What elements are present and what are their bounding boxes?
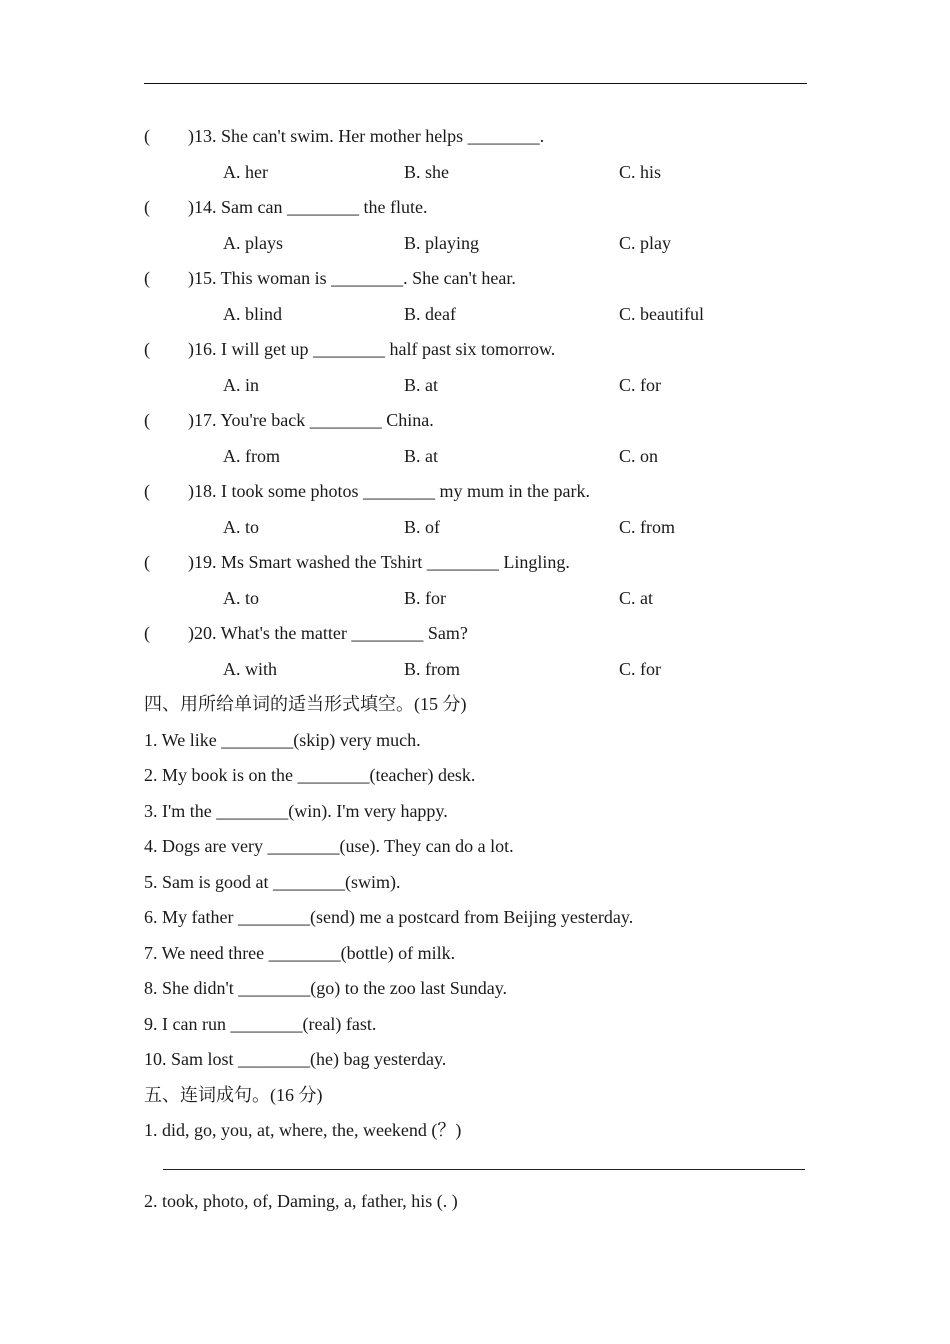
question-text: )13. She can't swim. Her mother helps ________. <box>188 126 545 146</box>
fill-blank-item: 6. My father ________(send) me a postcard from Beijing yesterday. <box>144 907 634 927</box>
fill-blank-item: 10. Sam lost ________(he) bag yesterday. <box>144 1049 447 1069</box>
fill-blank-item: 5. Sam is good at ________(swim). <box>144 871 401 892</box>
option-a: A. plays <box>223 232 283 253</box>
option-a: A. to <box>223 516 259 537</box>
options-16 <box>144 368 814 404</box>
question-text: )19. Ms Smart washed the Tshirt ________ Lingling. <box>188 552 570 572</box>
question-13 <box>144 119 814 155</box>
question-20 <box>144 616 814 652</box>
fill-blank-item: 4. Dogs are very ________(use). They can do a lot. <box>144 836 514 856</box>
header-rule <box>144 83 807 84</box>
sentence-item: 2. took, photo, of, Daming, a, father, his (. ) <box>144 1191 458 1211</box>
answer-bracket[interactable]: ( <box>144 481 150 501</box>
option-c: C. beautiful <box>619 303 704 324</box>
question-17 <box>144 403 814 439</box>
options-17 <box>144 439 814 475</box>
question-16 <box>144 332 814 368</box>
question-text: )20. What's the matter ________ Sam? <box>188 623 468 643</box>
answer-bracket[interactable]: ( <box>144 126 150 146</box>
section-4-heading: 四、用所给单词的适当形式填空。(15 分) <box>144 694 467 714</box>
option-c: C. play <box>619 232 671 253</box>
sentence-item: 1. did, go, you, at, where, the, weekend (？) <box>144 1120 462 1140</box>
option-c: C. his <box>619 161 662 182</box>
question-18 <box>144 474 814 510</box>
fill-blank-item: 9. I can run ________(real) fast. <box>144 1013 377 1034</box>
fill-blank-item: 8. She didn't ________(go) to the zoo last Sunday. <box>144 978 508 998</box>
option-b: B. at <box>404 445 438 466</box>
option-c: C. for <box>619 374 661 395</box>
option-b: B. at <box>404 374 438 395</box>
answer-bracket[interactable]: ( <box>144 410 150 430</box>
option-b: B. from <box>404 658 460 679</box>
answer-bracket[interactable]: ( <box>144 623 150 643</box>
option-a: A. in <box>223 374 259 395</box>
options-18 <box>144 510 814 546</box>
option-b: B. she <box>404 161 449 182</box>
option-b: B. playing <box>404 232 479 253</box>
answer-bracket[interactable]: ( <box>144 339 150 359</box>
option-a: A. her <box>223 161 268 182</box>
option-a: A. blind <box>223 303 283 324</box>
options-19 <box>144 581 814 617</box>
fill-blank-item: 7. We need three ________(bottle) of milk. <box>144 942 456 963</box>
answer-writing-line[interactable] <box>144 1149 814 1185</box>
question-14 <box>144 190 814 226</box>
fill-blank-item: 3. I'm the ________(win). I'm very happy. <box>144 800 448 821</box>
option-b: B. for <box>404 587 446 608</box>
options-20 <box>144 652 814 688</box>
question-text: )18. I took some photos ________ my mum in the park. <box>188 481 590 501</box>
question-19 <box>144 545 814 581</box>
question-text: )14. Sam can ________ the flute. <box>188 197 428 217</box>
option-b: B. of <box>404 516 440 537</box>
option-c: C. at <box>619 587 653 608</box>
section-5-heading: 五、连词成句。(16 分) <box>144 1084 323 1105</box>
options-15 <box>144 297 814 333</box>
answer-bracket[interactable]: ( <box>144 552 150 572</box>
question-text: )16. I will get up ________ half past six tomorrow. <box>188 339 556 359</box>
fill-blank-item: 1. We like ________(skip) very much. <box>144 729 421 750</box>
question-text: )15. This woman is ________. She can't hear. <box>188 268 516 288</box>
answer-bracket[interactable]: ( <box>144 268 150 288</box>
option-c: C. for <box>619 658 661 679</box>
options-13 <box>144 155 814 191</box>
option-c: C. on <box>619 445 659 466</box>
option-a: A. to <box>223 587 259 608</box>
worksheet-content <box>144 119 814 1220</box>
options-14 <box>144 226 814 262</box>
option-a: A. from <box>223 445 280 466</box>
question-15 <box>144 261 814 297</box>
option-a: A. with <box>223 658 277 679</box>
option-c: C. from <box>619 516 675 537</box>
option-b: B. deaf <box>404 303 456 324</box>
question-text: )17. You're back ________ China. <box>188 410 434 430</box>
fill-blank-item: 2. My book is on the ________(teacher) desk. <box>144 765 476 785</box>
answer-bracket[interactable]: ( <box>144 197 150 217</box>
